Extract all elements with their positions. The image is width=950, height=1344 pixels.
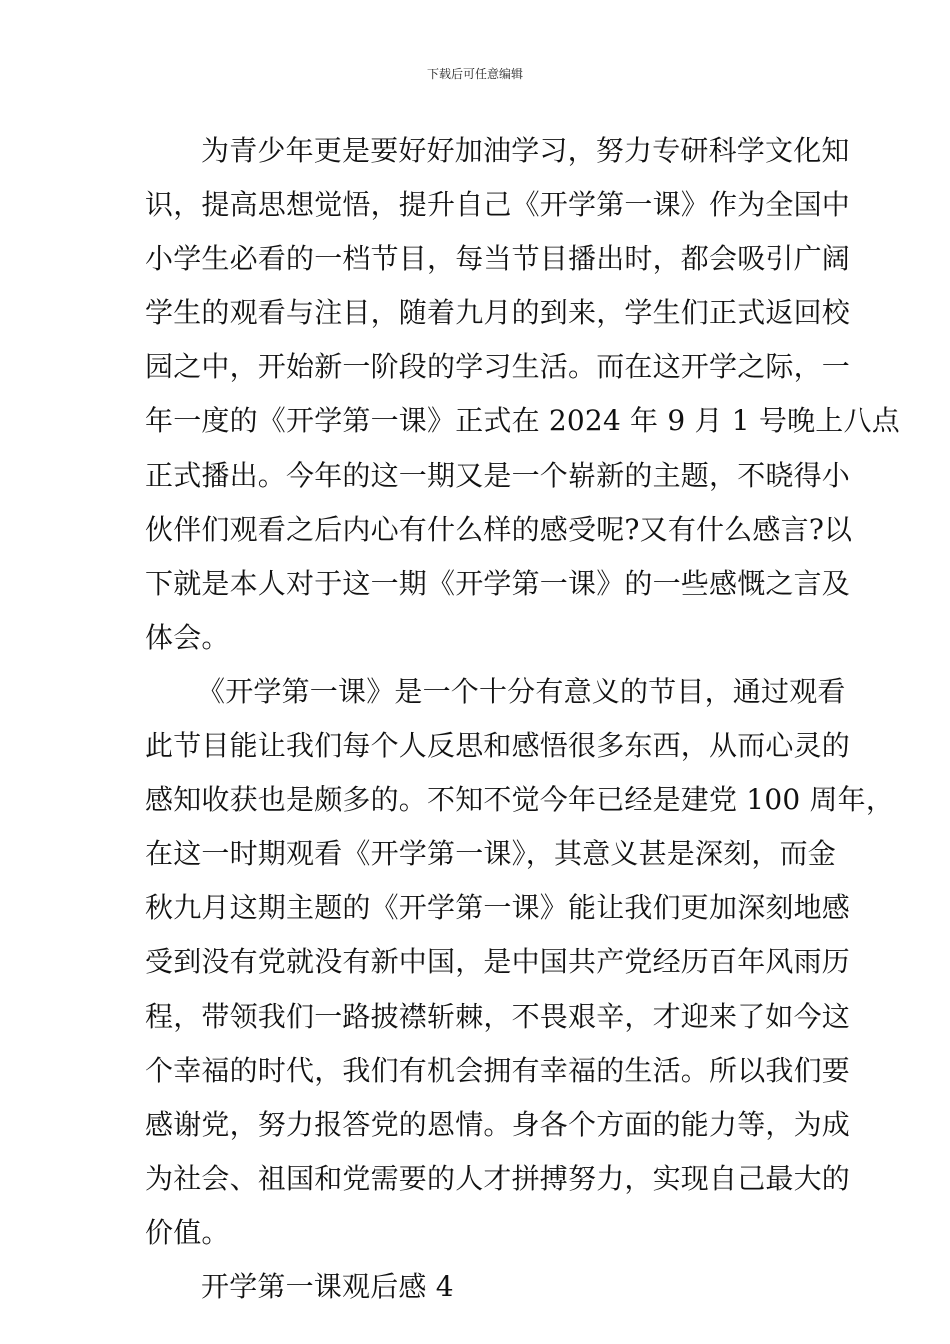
paragraph-2 (145, 665, 895, 1260)
text-line: 《开学第一课》是一个十分有意义的节目，通过观看 (197, 674, 846, 708)
section-title: 开学第一课观后感 4 (201, 1269, 454, 1303)
text-line: 为社会、祖国和党需要的人才拼搏努力，实现自己最大的 (145, 1161, 851, 1195)
text-line: 识，提高思想觉悟，提升自己《开学第一课》作为全国中 (145, 188, 851, 222)
text-line: 为青少年更是要好好加油学习，努力专研科学文化知 (201, 134, 850, 167)
text-line: 个幸福的时代，我们有机会拥有幸福的生活。所以我们要 (145, 1053, 851, 1087)
text-line: 学生的观看与注目，随着九月的到来，学生们正式返回校 (145, 296, 851, 330)
document-body (145, 124, 900, 1314)
text-line: 此节目能让我们每个人反思和感悟很多东西，从而心灵的 (145, 729, 851, 763)
text-line: 价值。 (145, 1215, 230, 1249)
page-header: 下载后可任意编辑 (426, 67, 523, 81)
text-line: 受到没有党就没有新中国，是中国共产党经历百年风雨历 (145, 945, 851, 979)
text-line: 伙伴们观看之后内心有什么样的感受呢?又有什么感言?以 (145, 512, 853, 546)
text-line: 年一度的《开学第一课》正式在 2024 年 9 月 1 号晚上八点 (145, 404, 900, 438)
section-heading (145, 1260, 810, 1314)
text-line: 正式播出。今年的这一期又是一个崭新的主题，不晓得小 (145, 458, 851, 492)
text-line: 园之中，开始新一阶段的学习生活。而在这开学之际，一 (145, 350, 851, 384)
text-line: 感知收获也是颇多的。不知不觉今年已经是建党 100 周年， (145, 783, 895, 817)
text-line: 小学生必看的一档节目，每当节目播出时，都会吸引广阔 (145, 242, 851, 276)
paragraph-1 (145, 124, 900, 665)
text-line: 程，带领我们一路披襟斩棘，不畏艰辛，才迎来了如今这 (145, 999, 851, 1033)
text-line: 体会。 (145, 620, 230, 654)
text-line: 秋九月这期主题的《开学第一课》能让我们更加深刻地感 (145, 891, 851, 925)
text-line: 感谢党，努力报答党的恩情。身各个方面的能力等，为成 (145, 1107, 851, 1141)
text-line: 在这一时期观看《开学第一课》，其意义甚是深刻，而金 (145, 837, 837, 871)
text-line: 下就是本人对于这一期《开学第一课》的一些感慨之言及 (145, 566, 851, 600)
